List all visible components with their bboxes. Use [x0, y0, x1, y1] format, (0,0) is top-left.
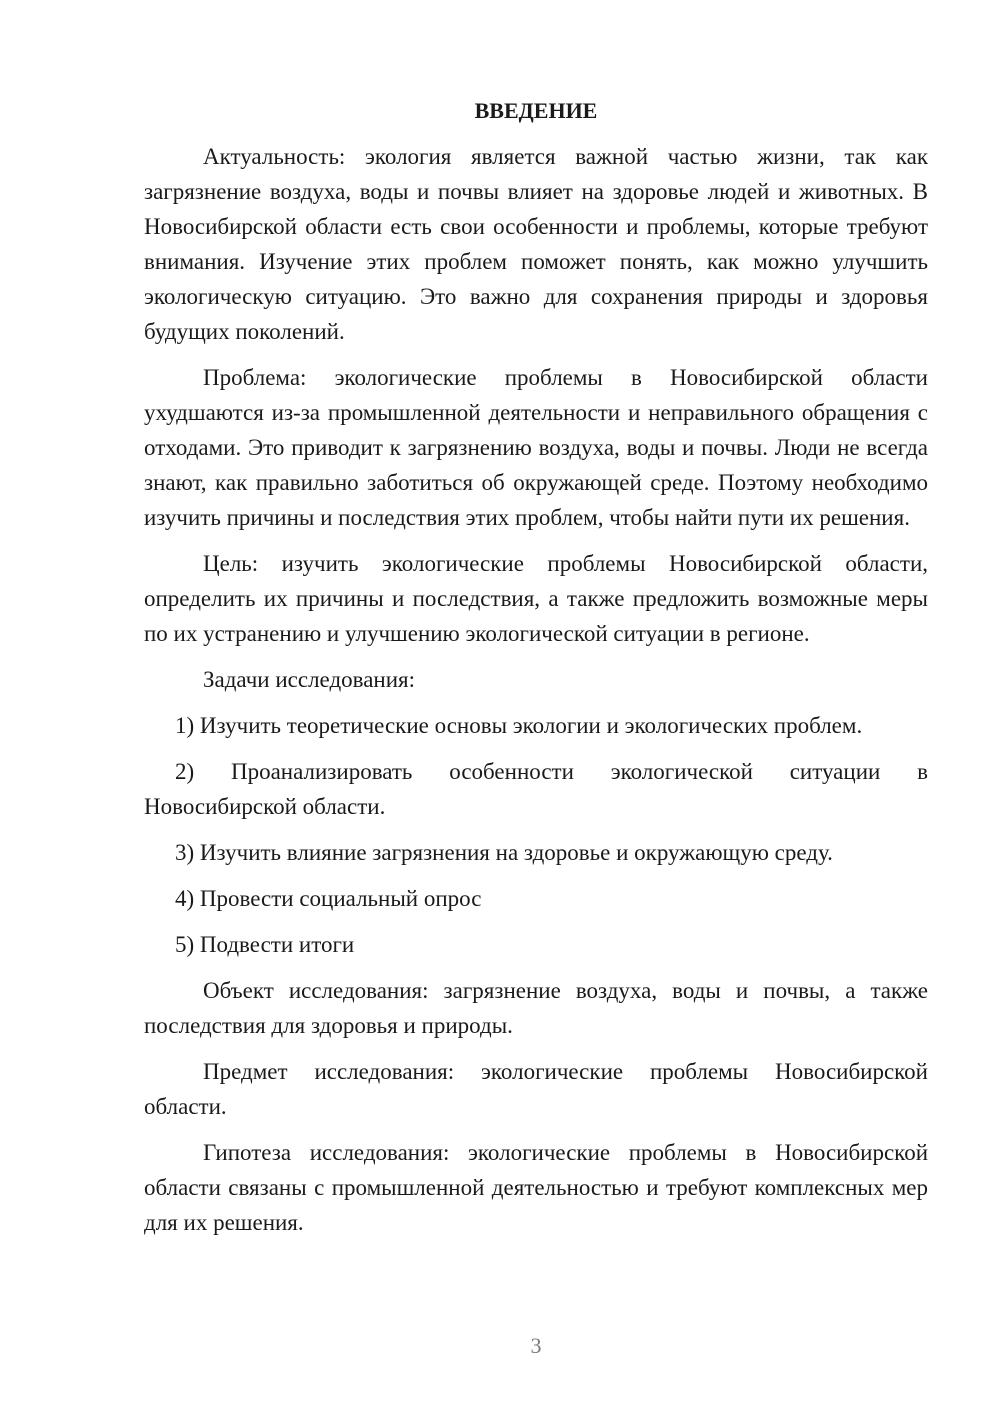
tasks-list: [144, 708, 928, 962]
paragraph-goal: Цель: изучить экологические проблемы Новосибирской области, определить их причины и последствия, а также предложить возможные меры по их устранению и улучшению экологической ситуации в регионе.: [144, 551, 928, 646]
paragraph-hypothesis: Гипотеза исследования: экологические проблемы в Новосибирской области связаны с промышленной деятельностью и требуют комплексных мер для их решения.: [144, 1140, 928, 1235]
list-item: 5) Подвести итоги: [175, 932, 355, 957]
page-number: 3: [530, 1333, 542, 1358]
tasks-heading: Задачи исследования:: [203, 667, 416, 692]
list-item: 2) Проанализировать особенности экологической ситуации в Новосибирской области.: [144, 759, 928, 819]
paragraph-relevance: Актуальность: экология является важной частью жизни, так как загрязнение воздуха, воды и почвы влияет на здоровье людей и животных. В Новосибирской области есть свои особенности и проблемы, которые требуют внимания. Изучение этих проблем поможет понять, как можно улучшить экологическую ситуацию. Это важно для сохранения природы и здоровья будущих поколений.: [144, 144, 928, 344]
page-content: [144, 96, 928, 1251]
paragraph-subject: Предмет исследования: экологические проблемы Новосибирской области.: [144, 1059, 928, 1119]
list-item: 4) Провести социальный опрос: [175, 886, 482, 911]
paragraph-object: Объект исследования: загрязнение воздуха, воды и почвы, а также последствия для здоровья и природы.: [144, 978, 928, 1038]
list-item: 1) Изучить теоретические основы экологии и экологических проблем.: [175, 713, 863, 738]
paragraph-problem: Проблема: экологические проблемы в Новосибирской области ухудшаются из-за промышленной деятельности и неправильного обращения с отходами. Это приводит к загрязнению воздуха, воды и почвы. Люди не всегда знают, как правильно заботиться об окружающей среде. Поэтому необходимо изучить причины и последствия этих проблем, чтобы найти пути их решения.: [144, 365, 928, 530]
page-title: ВВЕДЕНИЕ: [474, 98, 598, 123]
list-item: 3) Изучить влияние загрязнения на здоровье и окружающую среду.: [175, 840, 833, 865]
